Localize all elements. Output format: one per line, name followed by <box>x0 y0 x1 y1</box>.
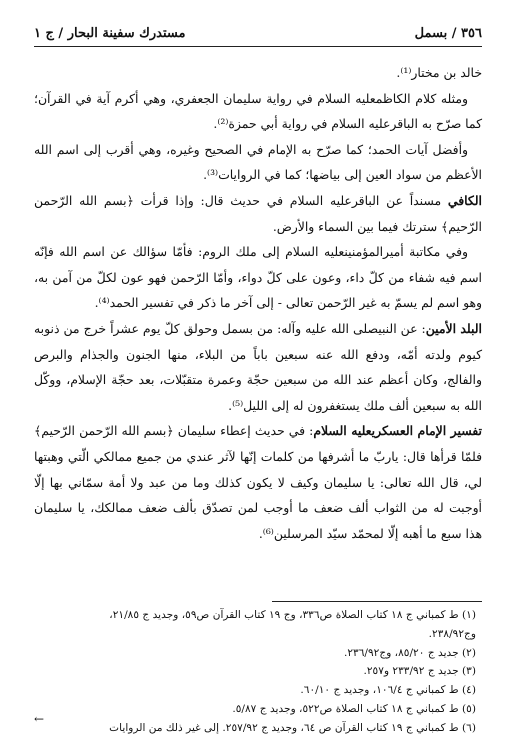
paragraph: ومثله كلام الكاظمعليه السلام في رواية سليمان الجعفري، وهي أكرم آية في القرآن؛ كما صرّح به الباقرعليه السلام في رواية أبي حمزة⁽²⁾. <box>34 90 482 132</box>
footnote: (٥) ط كمباني ج ١٨ كتاب الصلاة ص٥٢٢، وجديد ج ٥/٨٧. <box>232 702 476 715</box>
paragraph: الكافي مسنداً عن الباقرعليه السلام في حديث قال: وإذا قرأت ﴿بسم الله الرّحمن الرّحيم﴾ سترتك فيما بين السماء والأرض. <box>34 192 482 234</box>
footnotes <box>34 606 476 738</box>
footnote: (٢) جديد ج ٨٥/٢٠، وج٢٣٦/٩٢. <box>343 646 476 659</box>
source-title: تفسير الإمام العسكريعليه السلام <box>313 423 482 439</box>
source-title: الكافي <box>447 192 482 208</box>
continuation-arrow-icon: ← <box>34 712 45 726</box>
paragraph: البلد الأمين: عن النبيصلى الله عليه وآله: من بسمل وحولق كلّ يوم عشراً خرج من ذنوبه كيوم ولدته أمّه، ودفع الله عنه سبعين باباً من البلاء، منها الجنون والجذام والبرص والفالج، وكان أعظم عند الله من سبعين حجّة وعمرة متقبّلات، بعد حجّة الإسلام، ووكّل الله به سبعين ألف ملك يستغفرون له إلى الليل⁽⁵⁾. <box>34 320 482 413</box>
page-header <box>34 22 482 44</box>
paragraph: تفسير الإمام العسكريعليه السلام: في حديث إعطاء سليمان ﴿بسم الله الرّحمن الرّحيم﴾ فلمّا قرأها قال: ياربّ ما أشرفها من كلمات إنّها لآثر عندي من جميع ممالكي الّتي وهبتها لي، قال الله تعالى: يا سليمان وكيف لا يكون كذلك وما من عبد ولا أمة سمّاني بها إلّا أوجبت له من الثواب ألف ضعف ما أوجب لمن تصدّق بألف ضعف ممالكك، يا سليمان هذا سبع ما أهبه إلّا لمحمّد سيّد المرسلين⁽⁶⁾. <box>34 423 482 541</box>
page-number-running-head: ٣٥٦ / بسمل <box>414 25 482 41</box>
footnote-separator <box>272 601 482 602</box>
footnote: (٦) ط كمباني ج ١٩ كتاب القرآن ص ٦٤، وجديد ج ٢٥٧/٩٢. إلى غير ذلك من الروايات <box>109 721 476 734</box>
paragraph: وفي مكاتبة أميرالمؤمنينعليه السلام إلى ملك الروم: فأمّا سؤالك عن اسم الله فإنّه اسم فيه شفاء من كلّ داء، وعون على كلّ دواء، وأمّا الرّحمن فهو عون لكلّ من آمن به، وهو اسم لم يسمّ به غير الرّحمن تعالى - إلى آخر ما ذكر في تفسير الحمد⁽⁴⁾. <box>34 244 482 311</box>
book-title-running-head: مستدرك سفينة البحار / ج ١ <box>34 25 186 41</box>
main-text <box>34 60 482 546</box>
header-rule <box>34 46 482 47</box>
footnote: وج٢٣٨/٩٢. <box>428 627 476 640</box>
paragraph: خالد بن مختار⁽¹⁾. <box>396 65 482 80</box>
paragraph: وأفضل آيات الحمد؛ كما صرّح به الإمام في الصحيح وغيره، وهي أقرب إلى اسم الله الأعظم من سواد العين إلى بياضها؛ كما في الروايات⁽³⁾. <box>34 141 482 183</box>
source-title: البلد الأمين <box>425 320 482 336</box>
footnote: (٤) ط كمباني ج ١٠٦/٤، وجديد ج ٦٠/١٠. <box>300 684 476 697</box>
footnote: (٣) جديد ج ٢٣٣/٩٢ و٢٥٧. <box>363 665 476 678</box>
footnote: (١) ط كمباني ج ١٨ كتاب الصلاة ص٣٣٦، وج ١٩ كتاب القرآن ص٥٩، وجديد ج ٢١/٨٥، <box>109 609 476 621</box>
